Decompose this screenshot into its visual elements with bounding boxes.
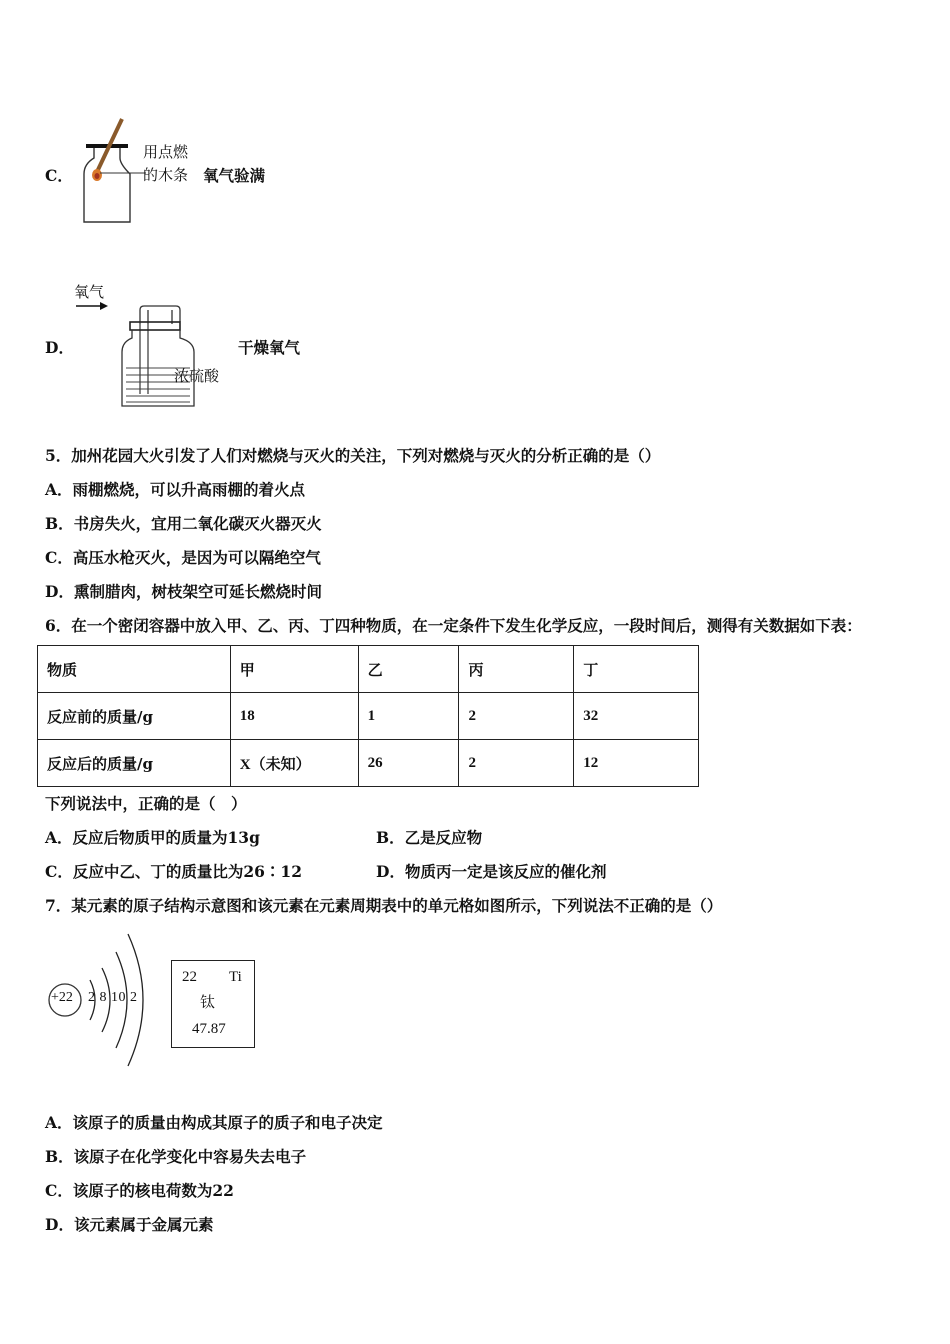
q5-option-c: C．高压水枪灭火，是因为可以隔绝空气	[45, 548, 321, 567]
q5-option-a: A．雨棚燃烧，可以升高雨棚的着火点	[45, 480, 306, 499]
element-symbol: Ti	[229, 969, 242, 985]
figure-label-burning-stick-2: 的木条	[143, 166, 189, 184]
q7-option-c: C．该原子的核电荷数为22	[45, 1181, 234, 1200]
table-header-row	[38, 646, 699, 693]
table-row	[38, 693, 699, 740]
q4-option-c-letter: C．	[45, 166, 73, 185]
table-cell: X（未知）	[230, 740, 358, 787]
figure-label-sulfuric-acid: 浓硫酸	[174, 367, 220, 385]
q6-option-c: C．反应中乙、丁的质量比为26∶12	[45, 862, 302, 881]
element-name: 钛	[200, 993, 216, 1011]
q6-prompt: 下列说法中，正确的是（ ）	[45, 794, 247, 813]
q6-option-b: B．乙是反应物	[376, 828, 483, 847]
atomic-number: 22	[182, 969, 197, 985]
q7-stem: 7．某元素的原子结构示意图和该元素在元素周期表中的单元格如图所示，下列说法不正确的是（）	[45, 896, 723, 915]
q6-stem: 6．在一个密闭容器中放入甲、乙、丙、丁四种物质，在一定条件下发生化学反应，一段时间后，测得有关数据如下表：	[45, 616, 862, 635]
periodic-table-cell	[171, 960, 255, 1048]
q7-option-b: B．该原子在化学变化中容易失去电子	[45, 1147, 307, 1166]
table-cell: 反应前的质量/g	[38, 693, 231, 740]
table-cell: 32	[574, 693, 699, 740]
q5-stem: 5．加州花园大火引发了人们对燃烧与灭火的关注，下列对燃烧与灭火的分析正确的是（）	[45, 446, 661, 465]
table-cell: 18	[230, 693, 358, 740]
figure-label-oxygen: 氧气	[74, 283, 105, 301]
oxygen-full-test-figure	[74, 116, 154, 228]
gas-drying-bottle-figure	[72, 296, 232, 408]
table-cell: 乙	[358, 646, 459, 693]
atomic-mass: 47.87	[192, 1021, 226, 1037]
table-cell: 12	[574, 740, 699, 787]
mass-data-table	[37, 645, 699, 787]
q4-option-d-desc: 干燥氧气	[238, 338, 301, 357]
table-cell: 1	[358, 693, 459, 740]
q6-option-a: A．反应后物质甲的质量为13g	[45, 828, 260, 847]
q5-option-b: B．书房失火，宜用二氧化碳灭火器灭火	[45, 514, 322, 533]
table-cell: 2	[459, 740, 574, 787]
table-cell: 丙	[459, 646, 574, 693]
q7-option-d: D．该元素属于金属元素	[45, 1215, 214, 1234]
table-cell: 甲	[230, 646, 358, 693]
table-row	[38, 740, 699, 787]
table-cell: 2	[459, 693, 574, 740]
q4-option-d-letter: D．	[45, 338, 74, 357]
table-cell: 26	[358, 740, 459, 787]
q6-option-d: D．物质丙一定是该反应的催化剂	[376, 862, 607, 881]
q7-option-a: A．该原子的质量由构成其原子的质子和电子决定	[45, 1113, 383, 1132]
table-cell: 丁	[574, 646, 699, 693]
table-cell: 反应后的质量/g	[38, 740, 231, 787]
atom-nucleus-charge: +22	[51, 990, 73, 1005]
q4-option-c-desc: 氧气验满	[203, 166, 266, 185]
atom-shell-electrons: 2 8 10 2	[88, 990, 138, 1005]
figure-label-burning-stick-1: 用点燃	[143, 143, 189, 161]
q5-option-d: D．熏制腊肉，树枝架空可延长燃烧时间	[45, 582, 322, 601]
table-cell: 物质	[38, 646, 231, 693]
